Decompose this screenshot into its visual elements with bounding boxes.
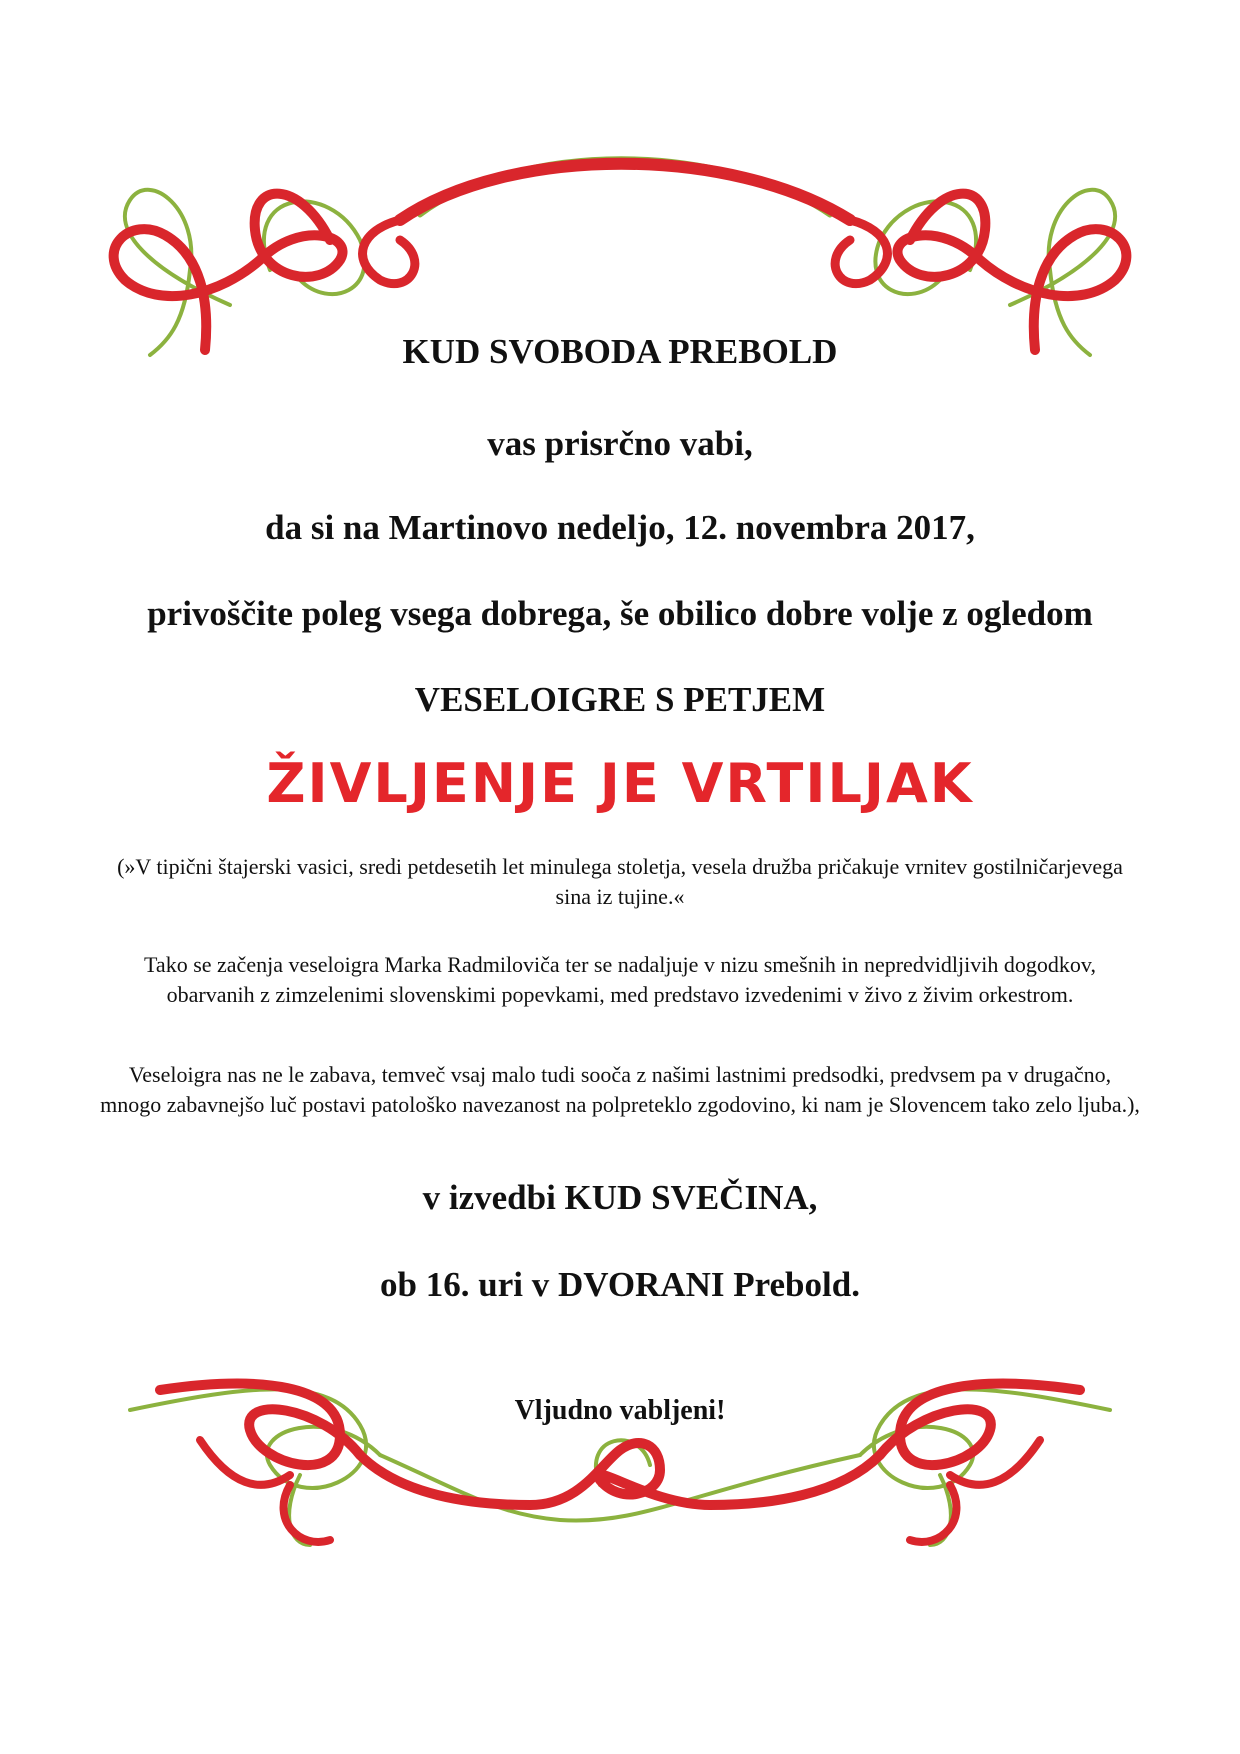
description-paragraph-1: (»V tipični štajerski vasici, sredi petdesetih let minulega stoletja, vesela družba pričakuje vrnitev gostilničarjevega sina iz tujine.«: [117, 854, 1123, 909]
time-place-line: ob 16. uri v DVORANI Prebold.: [380, 1265, 860, 1304]
description-paragraph-2: Tako se začenja veseloigra Marka Radmiloviča ter se nadaljuje v nizu smešnih in nepredvidljivih dogodkov, obarvanih z zimzelenimi slovenskimi popevkami, med predstavo izvedenimi v živo z živim orkestrom.: [144, 952, 1096, 1007]
description-paragraph-3: Veseloigra nas ne le zabava, temveč vsaj malo tudi sooča z našimi lastnimi predsodki, predvsem pa v drugačno, mnogo zabavnejšo luč postavi patološko navezanost na polpreteklo zgodovino, ki nam je Slovencem tako zelo ljuba.),: [100, 1062, 1140, 1117]
play-title: ŽIVLJENJE JE VRTILJAK: [266, 752, 974, 815]
ribbon-ornament-bottom: [0, 1345, 1240, 1565]
organizer-heading: KUD SVOBODA PREBOLD: [402, 332, 838, 371]
treat-line: privoščite poleg vsega dobrega, še obilico dobre volje z ogledom: [147, 594, 1093, 633]
closing-line: Vljudno vabljeni!: [514, 1395, 726, 1426]
genre-line: VESELOIGRE S PETJEM: [414, 680, 826, 719]
performer-line: v izvedbi KUD SVEČINA,: [422, 1178, 818, 1217]
invite-line: vas prisrčno vabi,: [487, 424, 753, 463]
ribbon-ornament-top: [0, 120, 1240, 360]
date-line: da si na Martinovo nedeljo, 12. novembra 2017,: [265, 508, 975, 547]
